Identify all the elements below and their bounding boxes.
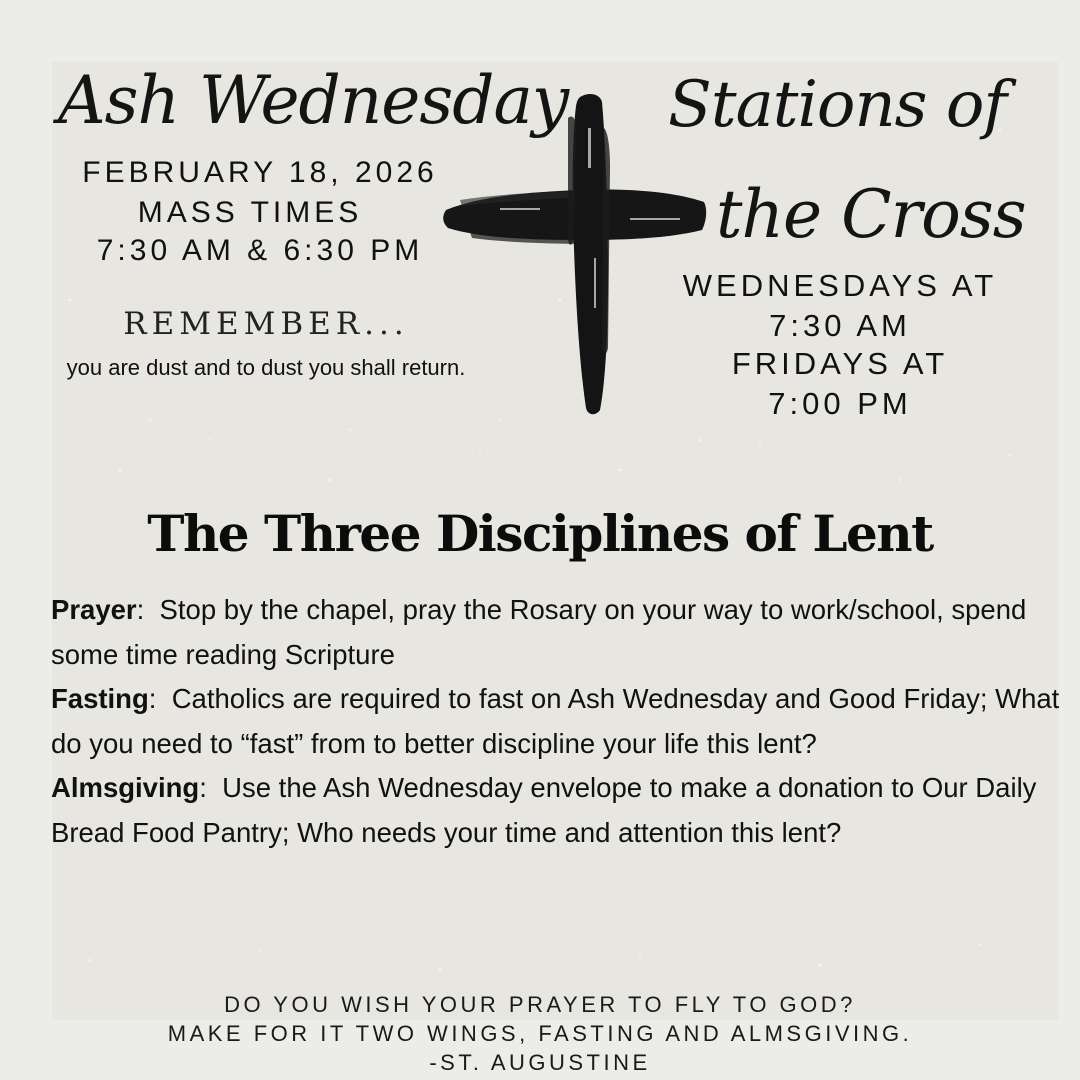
quote-line1: DO YOU WISH YOUR PRAYER TO FLY TO GOD?: [224, 992, 856, 1017]
stations-wednesdays-time: 7:30 AM: [769, 308, 911, 343]
discipline-text: Catholics are required to fast on Ash Wednesday and Good Friday; What do you need to “fast” from to better discipline your life this lent?: [51, 683, 1067, 759]
discipline-almsgiving: [51, 766, 1061, 855]
discipline-separator: :: [136, 594, 145, 625]
discipline-fasting: [51, 677, 1067, 766]
augustine-quote: [0, 990, 1080, 1077]
quote-attribution: -ST. AUGUSTINE: [429, 1050, 651, 1075]
ash-wednesday-date: FEBRUARY 18, 2026: [82, 156, 438, 189]
stations-title-line2: the Cross: [716, 176, 1026, 253]
mass-times-label: MASS TIMES: [137, 196, 363, 229]
stations-fridays-label: FRIDAYS AT: [731, 346, 949, 381]
disciplines-title: The Three Disciplines of Lent: [147, 504, 933, 563]
discipline-text: Use the Ash Wednesday envelope to make a donation to Our Daily Bread Food Pantry; Who needs your time and attention this lent?: [51, 772, 1045, 848]
stations-fridays-time: 7:00 PM: [768, 386, 912, 421]
disciplines-list: [51, 588, 1067, 855]
discipline-name: Almsgiving: [51, 772, 200, 803]
discipline-prayer: [51, 588, 1061, 677]
discipline-text: Stop by the chapel, pray the Rosary on your way to work/school, spend some time reading Scripture: [51, 594, 1034, 670]
remember-text: you are dust and to dust you shall return.: [66, 355, 466, 380]
stations-title-line1: Stations of: [668, 68, 1007, 142]
discipline-name: Prayer: [51, 594, 137, 625]
mass-times-value: 7:30 AM & 6:30 PM: [96, 234, 424, 267]
discipline-name: Fasting: [51, 683, 149, 714]
remember-heading: REMEMBER...: [123, 306, 409, 342]
stations-wednesdays-label: WEDNESDAYS AT: [682, 268, 998, 303]
discipline-separator: :: [199, 772, 207, 803]
discipline-separator: :: [148, 683, 157, 714]
ash-wednesday-title: Ash Wednesday: [58, 62, 569, 139]
quote-line2: MAKE FOR IT TWO WINGS, FASTING AND ALMSGIVING.: [167, 1021, 913, 1046]
